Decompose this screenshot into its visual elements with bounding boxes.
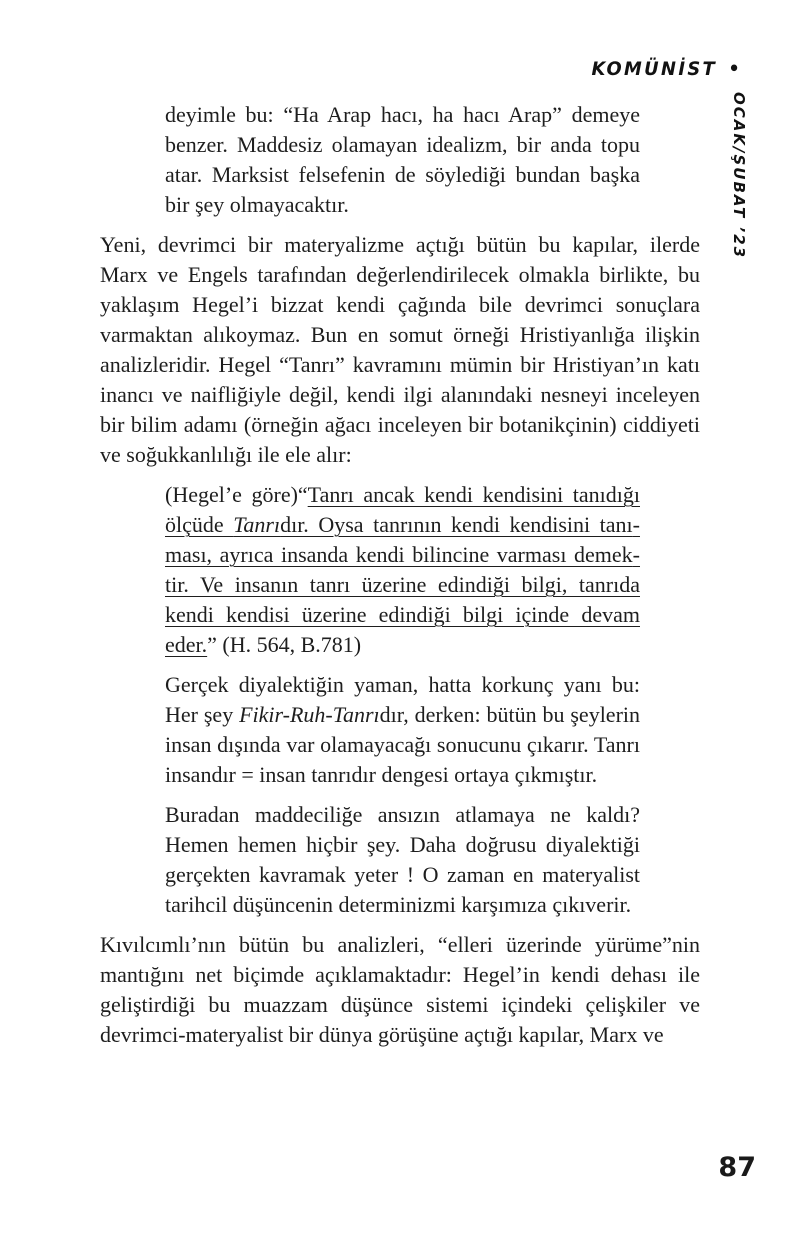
- page-number: 87: [718, 1152, 756, 1183]
- quote-2-citation: ” (H. 564, B.781): [207, 632, 362, 657]
- quote-2-italic-word: Tanrı: [233, 512, 281, 537]
- quote-3-rest: dır, derken: bütün bu şeylerin insan dışında var olamayacağı sonucunu çıkarır. Tanrı insandır = insan tanrıdır dengesi ortaya çıkmıştır.: [165, 702, 641, 787]
- quote-block-1: deyimle bu: “Ha Arap hacı, ha hacı Arap” demeye benzer. Maddesiz olamayan idealizm, bir anda topu atar. Marksist felsefenin de söylediği bundan başka bir şey olmayacaktır.: [165, 102, 640, 217]
- bullet-icon: •: [728, 58, 740, 80]
- quote-2-prefix: (Hegel’e göre)“: [165, 482, 308, 507]
- quote-2-underlined-part2: dır. Oysa tanrının kendi kendisini tanıması, ayrıca insanda kendi bilincine varması demektir. Ve insanın tanrı üzerine edindiği bilgi, tanrıda kendi kendisi üzerine edindiği bilgi içinde devam eder.: [165, 512, 640, 657]
- magazine-header: [592, 58, 740, 80]
- quote-block-4: Buradan maddeciliğe ansızın atlamaya ne kaldı? Hemen hemen hiçbir şey. Daha doğrusu diyalektiği gerçekten kavramak yeter ! O zaman en materyalist tarihcil düşüncenin determinizmi karşımıza çıkıverir.: [165, 802, 640, 917]
- quote-2-underlined-part1: Tanrı ancak kendi kendisini tanıdığı ölçüde: [165, 482, 640, 537]
- quote-3-lead: Gerçek diyalektiğin yaman, hatta korkunç yanı bu: Her şey: [165, 672, 640, 727]
- magazine-title: KOMÜNİST: [591, 58, 718, 80]
- quote-3-italic-phrase: Fikir-Ruh-Tanrı: [239, 702, 380, 727]
- quote-block-3: [165, 670, 640, 790]
- paragraph-1: Yeni, devrimci bir materyalizme açtığı bütün bu kapılar, ilerde Marx ve Engels tarafından değerlendirilecek olmakla birlikte, bu yaklaşım Hegel’i bizzat kendi çağında bile devrimci sonuçlara varmaktan alıkoymaz. Bun en somut örneği Hristiyanlığa ilişkin analizleridir. Hegel “Tanrı” kavramını mümin bir Hristiyan’ın katı inancı ve naifliğiyle değil, kendi ilgi alanındaki nesneyi inceleyen bir bilim adamı (örneğin ağacı inceleyen bir botanikçinin) ciddiyeti ve soğukkanlılığı ile ele alır:: [100, 232, 700, 467]
- issue-date: OCAK/ŞUBAT ’23: [730, 92, 748, 260]
- article-body: [100, 100, 700, 1050]
- quote-block-2: [165, 480, 640, 660]
- quote-2-underlined: [165, 482, 640, 657]
- paragraph-2: Kıvılcımlı’nın bütün bu analizleri, “elleri üzerinde yürüme”nin mantığını net biçimde açıklamaktadır: Hegel’in kendi dehası ile geliştirdiği bu muazzam düşünce sistemi içindeki çelişkiler ve devrimci-materyalist bir dünya görüşüne açtığı kapılar, Marx ve: [100, 932, 700, 1047]
